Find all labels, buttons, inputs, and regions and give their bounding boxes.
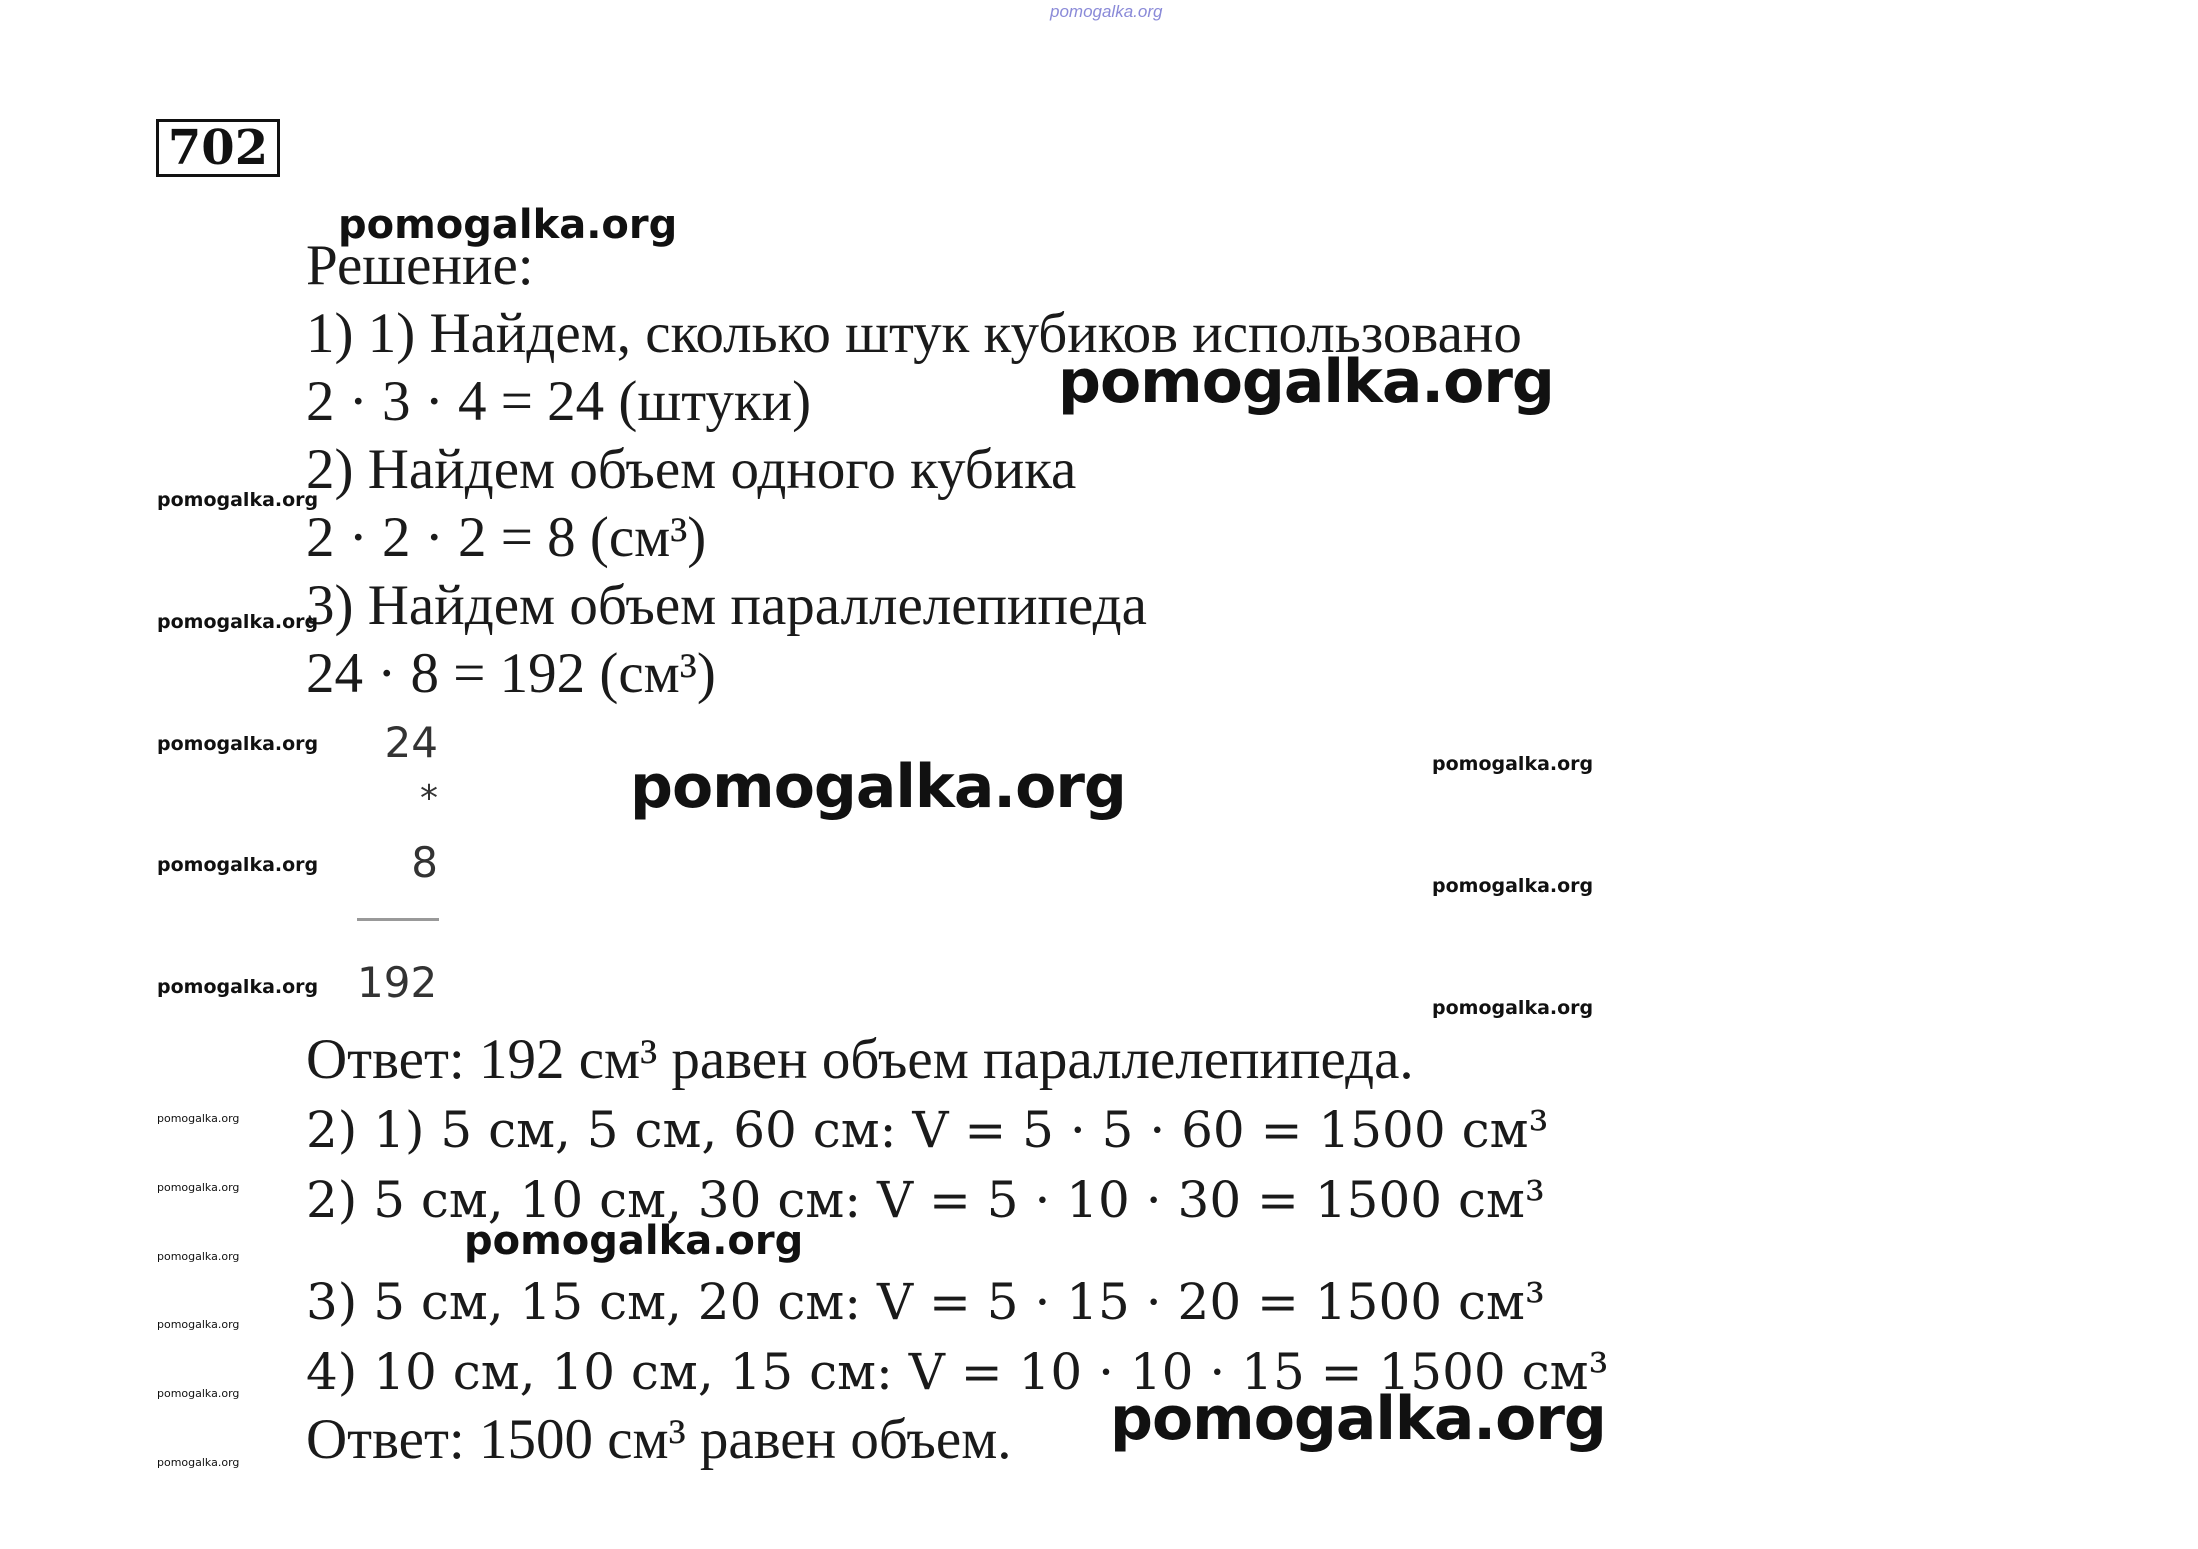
solution-heading: Решение: (306, 234, 534, 297)
watermark-right-2: pomogalka.org (1432, 875, 1594, 897)
watermark-tiny-4: pomogalka.org (157, 1318, 240, 1331)
column-bottom-number: 8 (411, 838, 438, 887)
watermark-3: pomogalka.org (630, 752, 1126, 822)
answer-1: Ответ: 192 см³ равен объем параллелепипеда. (306, 1028, 1414, 1091)
watermark-4: pomogalka.org (464, 1218, 804, 1264)
column-divider-line (357, 918, 439, 921)
watermark-left-1: pomogalka.org (157, 489, 319, 511)
watermark-tiny-1: pomogalka.org (157, 1112, 240, 1125)
watermark-left-2: pomogalka.org (157, 611, 319, 633)
step-2-calc: 2 · 2 · 2 = 8 (см³) (306, 506, 707, 569)
step-2-text: 2) Найдем объем одного кубика (306, 438, 1077, 501)
watermark-tiny-6: pomogalka.org (157, 1456, 240, 1469)
task-number-box: 702 (156, 119, 280, 177)
step-3-calc: 24 · 8 = 192 (см³) (306, 642, 716, 705)
variant-3: 3) 5 см, 15 см, 20 см: V = 5 · 15 · 20 = 1500 см³ (306, 1273, 1545, 1331)
watermark-right-1: pomogalka.org (1432, 753, 1594, 775)
answer-2: Ответ: 1500 см³ равен объем. (306, 1408, 1012, 1471)
watermark-tiny-2: pomogalka.org (157, 1181, 240, 1194)
variant-1: 2) 1) 5 см, 5 см, 60 см: V = 5 · 5 · 60 = 1500 см³ (306, 1101, 1549, 1159)
watermark-2: pomogalka.org (1058, 347, 1554, 417)
watermark-tiny-5: pomogalka.org (157, 1387, 240, 1400)
watermark-left-4: pomogalka.org (157, 854, 319, 876)
watermark-1: pomogalka.org (338, 202, 678, 248)
watermark-5: pomogalka.org (1110, 1384, 1606, 1454)
watermark-left-3: pomogalka.org (157, 733, 319, 755)
top-watermark: pomogalka.org (1050, 2, 1163, 21)
step-3-text: 3) Найдем объем параллелепипеда (306, 574, 1147, 637)
column-operator: * (420, 778, 438, 819)
column-top-number: 24 (384, 718, 438, 767)
watermark-tiny-3: pomogalka.org (157, 1250, 240, 1263)
watermark-right-3: pomogalka.org (1432, 997, 1594, 1019)
variant-4: 4) 10 см, 10 см, 15 см: V = 10 · 10 · 15 = 1500 см³ (306, 1343, 1609, 1401)
column-result: 192 (357, 958, 438, 1007)
step-1-calc: 2 · 3 · 4 = 24 (штуки) (306, 370, 812, 433)
watermark-left-5: pomogalka.org (157, 976, 319, 998)
step-1-text: 1) 1) Найдем, сколько штук кубиков использовано (306, 302, 1522, 365)
variant-2: 2) 5 см, 10 см, 30 см: V = 5 · 10 · 30 = 1500 см³ (306, 1171, 1545, 1229)
